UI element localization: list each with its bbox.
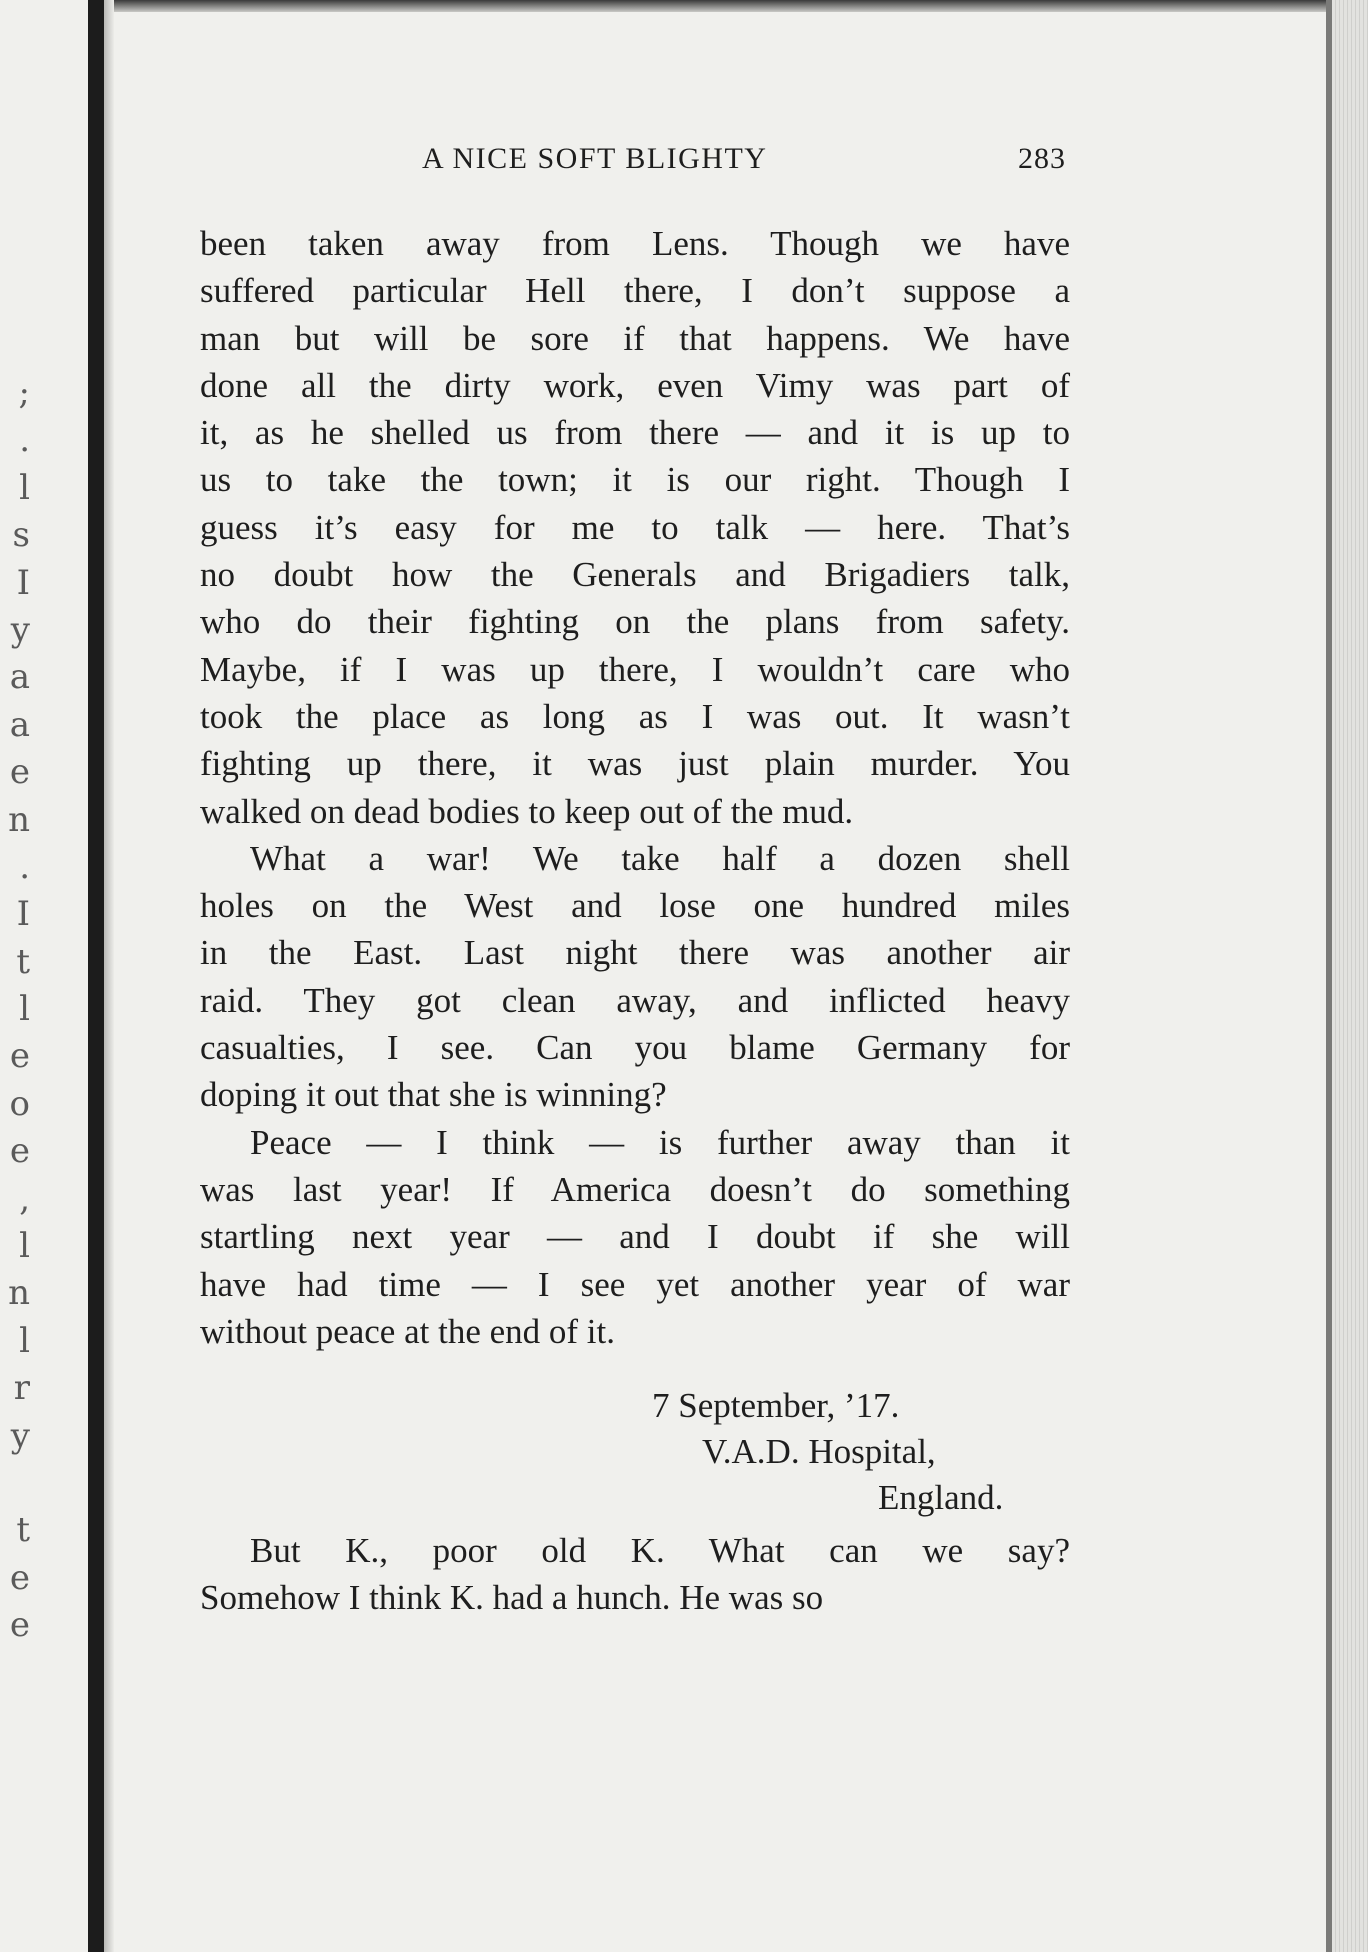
text-line: Somehow I think K. had a hunch. He was so [200, 1578, 824, 1618]
running-head [200, 138, 1070, 188]
bleed-glyph: . [19, 846, 30, 887]
bleed-glyph: , [19, 1178, 30, 1219]
bleed-glyph: o [9, 1083, 30, 1124]
bleed-glyph: e [9, 1557, 30, 1598]
bleed-glyph: e [9, 1036, 30, 1077]
text-line: startling next year — and I doubt if she will [200, 1217, 1070, 1257]
bleed-glyph: I [16, 894, 30, 935]
text-line: have had time — I see yet another year of war [200, 1264, 1070, 1304]
bleed-glyph: r [13, 1368, 30, 1409]
bleed-glyph: t [16, 941, 30, 982]
dateline-place: V.A.D. Hospital, [702, 1432, 936, 1472]
page-content [200, 138, 1070, 1622]
bleed-glyph: a [9, 657, 30, 698]
bleed-glyph: e [9, 1131, 30, 1172]
bleed-glyph: I [16, 562, 30, 603]
text-line: suffered particular Hell there, I don’t suppose a [200, 271, 1070, 311]
text-line: it, as he shelled us from there — and it is up to [200, 413, 1070, 453]
running-title: A NICE SOFT BLIGHTY [422, 142, 768, 175]
text-line: doping it out that she is winning? [200, 1075, 667, 1115]
page-number: 283 [1018, 142, 1066, 175]
text-line: done all the dirty work, even Vimy was part of [200, 365, 1070, 405]
text-line: casualties, I see. Can you blame Germany for [200, 1028, 1070, 1068]
text-line: Maybe, if I was up there, I wouldn’t care who [200, 649, 1070, 689]
text-line: been taken away from Lens. Though we have [200, 224, 1070, 263]
gutter-shadow [104, 0, 114, 1952]
text-line: What a war! We take half a dozen shell [250, 838, 1070, 878]
page-top-edge [88, 0, 1328, 12]
bleed-glyph: l [19, 1226, 30, 1267]
text-line: no doubt how the Generals and Brigadiers talk, [200, 555, 1070, 595]
bleed-glyph: y [10, 1415, 30, 1456]
text-line: was last year! If America doesn’t do something [200, 1169, 1070, 1209]
bleed-glyph: e [9, 752, 30, 793]
text-line: in the East. Last night there was another air [200, 933, 1070, 973]
paragraph [200, 1527, 1070, 1622]
bleed-glyph: l [19, 467, 30, 508]
bleed-glyph: l [19, 989, 30, 1030]
dateline [200, 1383, 1070, 1521]
bleed-glyph: l [19, 1320, 30, 1361]
bleed-glyph: t [16, 1510, 30, 1551]
text-line: walked on dead bodies to keep out of the mud. [200, 791, 854, 831]
paragraph [200, 835, 1070, 1119]
body-text [200, 220, 1070, 1355]
page-stack-edge [1328, 0, 1368, 1952]
bleed-glyph [0, 1460, 30, 1507]
text-line: guess it’s easy for me to talk — here. That’s [200, 507, 1070, 547]
bleed-glyph: n [8, 1273, 30, 1314]
dateline-date: 7 September, ’17. [652, 1386, 900, 1426]
text-line: raid. They got clean away, and inflicted heavy [200, 980, 1070, 1020]
text-line: holes on the West and lose one hundred miles [200, 886, 1070, 926]
text-line: took the place as long as I was out. It wasn’t [200, 696, 1070, 736]
text-line: fighting up there, it was just plain murder. You [200, 744, 1070, 784]
bleed-glyph: e [9, 1605, 30, 1646]
text-line: without peace at the end of it. [200, 1311, 615, 1351]
bleed-glyph: ; [18, 373, 30, 413]
bleed-glyph: y [10, 609, 30, 650]
text-line: man but will be sore if that happens. We have [200, 318, 1070, 358]
bleed-glyph: . [19, 420, 30, 461]
text-line: But K., poor old K. What can we say? [250, 1531, 1070, 1571]
paragraph [200, 1119, 1070, 1355]
paragraph [200, 220, 1070, 835]
text-line: Peace — I think — is further away than it [250, 1122, 1070, 1162]
bleed-glyph: n [8, 799, 30, 840]
letter-text [200, 1527, 1070, 1622]
page-stack-shadow [1326, 0, 1332, 1952]
text-line: who do their fighting on the plans from safety. [200, 602, 1070, 642]
previous-page-bleed [0, 370, 30, 1650]
book-gutter [88, 0, 104, 1952]
text-line: us to take the town; it is our right. Though I [200, 460, 1070, 500]
bleed-glyph: a [9, 704, 30, 745]
dateline-country: England. [878, 1478, 1004, 1518]
bleed-glyph: s [12, 515, 30, 556]
